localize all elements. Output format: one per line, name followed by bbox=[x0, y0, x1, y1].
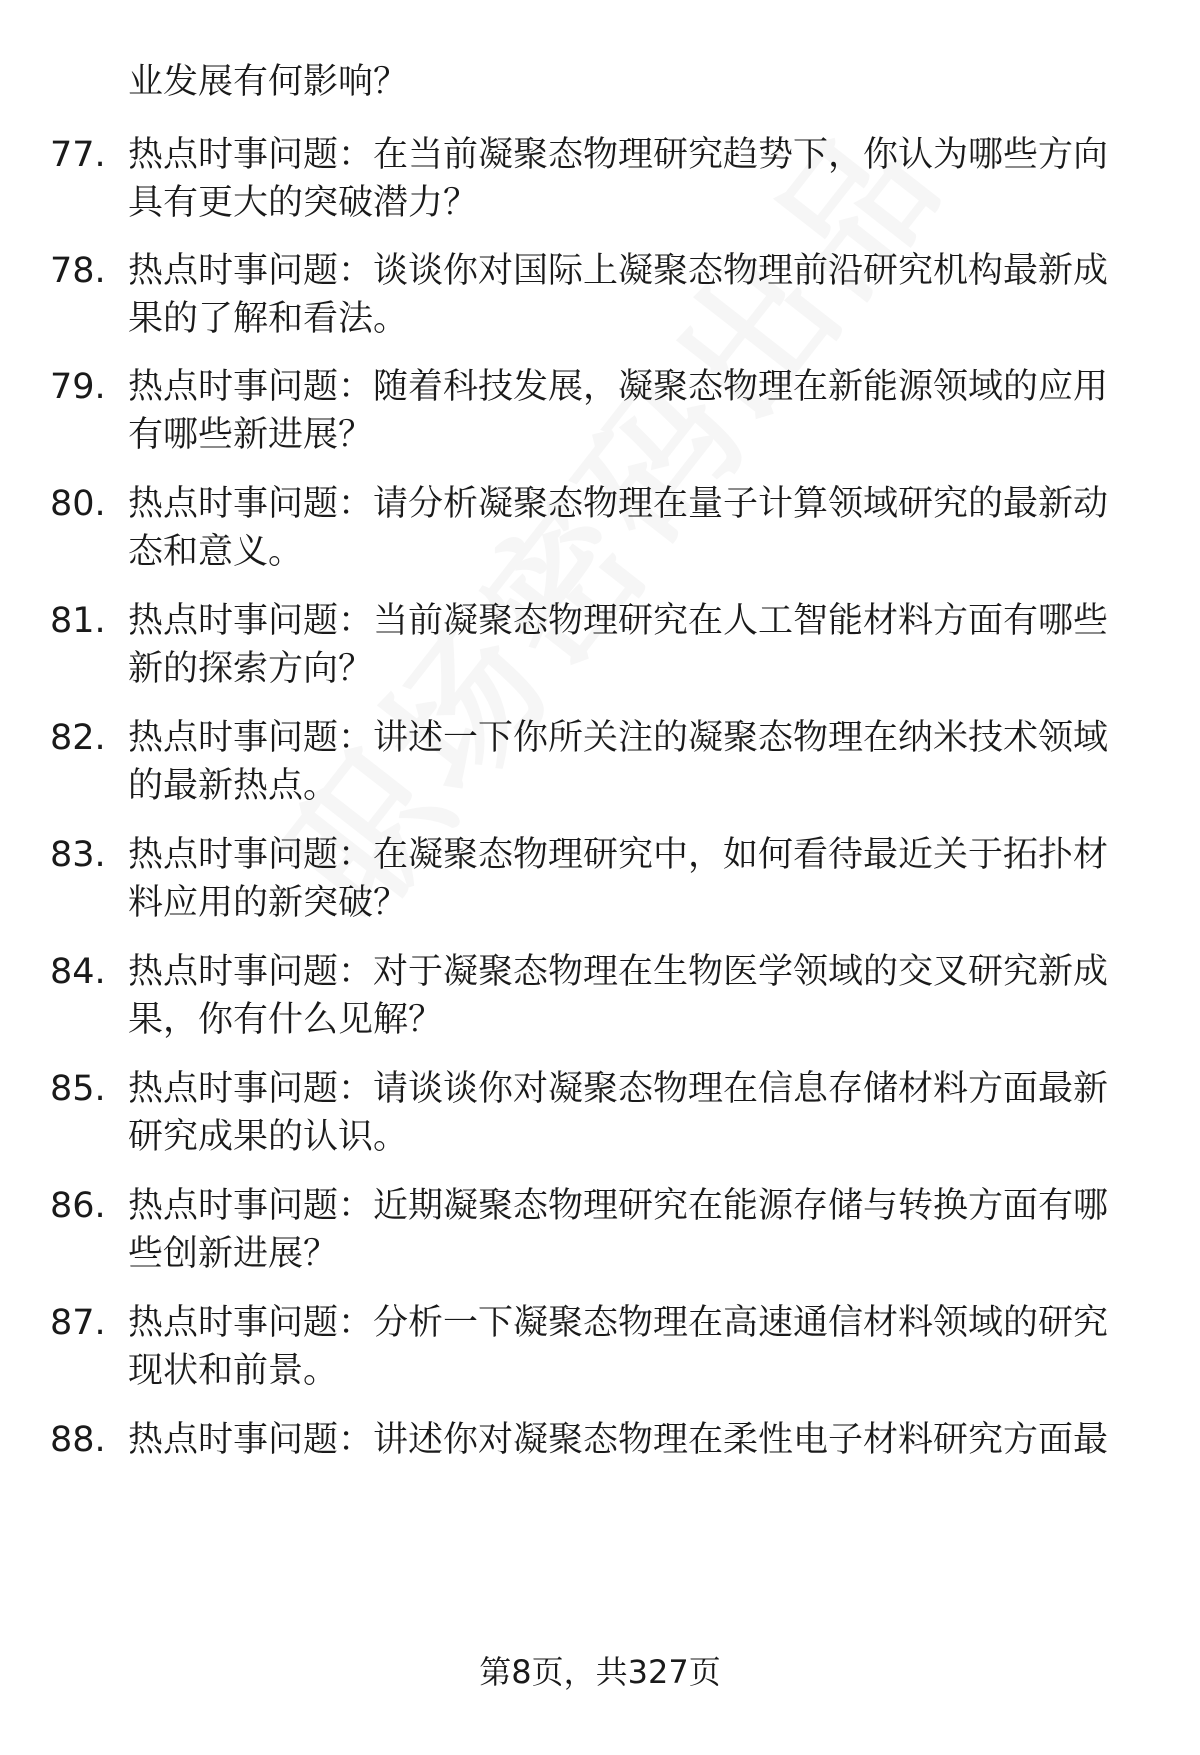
item-number: 88. bbox=[50, 1420, 106, 1460]
item-line: 果的了解和看法。 bbox=[128, 299, 409, 339]
item-number: 82. bbox=[50, 718, 106, 758]
item-line: 现状和前景。 bbox=[128, 1351, 339, 1391]
item-text bbox=[128, 247, 1138, 343]
item-line: 具有更大的突破潜力？ bbox=[128, 183, 479, 223]
item-text bbox=[128, 1182, 1138, 1278]
item-text bbox=[128, 480, 1138, 576]
item-line: 热点时事问题：分析一下凝聚态物理在高速通信材料领域的研究 bbox=[128, 1303, 1109, 1343]
item-line: 态和意义。 bbox=[128, 532, 304, 572]
item-line: 热点时事问题：请分析凝聚态物理在量子计算领域研究的最新动 bbox=[128, 484, 1109, 524]
item-text bbox=[128, 948, 1138, 1044]
item-number: 81. bbox=[50, 601, 106, 641]
item-number: 77. bbox=[50, 135, 106, 175]
item-number: 85. bbox=[50, 1069, 106, 1109]
item-line: 热点时事问题：讲述你对凝聚态物理在柔性电子材料研究方面最 bbox=[128, 1420, 1109, 1460]
item-line: 热点时事问题：在凝聚态物理研究中，如何看待最近关于拓扑材 bbox=[128, 835, 1109, 875]
item-text bbox=[128, 597, 1138, 693]
item-text bbox=[128, 1299, 1138, 1395]
item-text bbox=[128, 714, 1138, 810]
item-line: 热点时事问题：随着科技发展，凝聚态物理在新能源领域的应用 bbox=[128, 367, 1109, 407]
item-number: 87. bbox=[50, 1303, 106, 1343]
item-line: 热点时事问题：谈谈你对国际上凝聚态物理前沿研究机构最新成 bbox=[128, 251, 1109, 291]
item-line: 热点时事问题：当前凝聚态物理研究在人工智能材料方面有哪些 bbox=[128, 601, 1109, 641]
item-line: 的最新热点。 bbox=[128, 766, 339, 806]
item-line: 研究成果的认识。 bbox=[128, 1117, 409, 1157]
item-text bbox=[128, 1416, 1138, 1464]
continuation-text: 业发展有何影响？ bbox=[128, 62, 409, 102]
item-line: 热点时事问题：讲述一下你所关注的凝聚态物理在纳米技术领域 bbox=[128, 718, 1109, 758]
item-line: 热点时事问题：在当前凝聚态物理研究趋势下，你认为哪些方向 bbox=[128, 135, 1109, 175]
item-line: 料应用的新突破？ bbox=[128, 883, 409, 923]
item-text bbox=[128, 831, 1138, 927]
page-footer: 第8页，共327页 bbox=[479, 1653, 721, 1691]
item-line: 热点时事问题：请谈谈你对凝聚态物理在信息存储材料方面最新 bbox=[128, 1069, 1109, 1109]
item-line: 热点时事问题：近期凝聚态物理研究在能源存储与转换方面有哪 bbox=[128, 1186, 1109, 1226]
item-line: 有哪些新进展？ bbox=[128, 415, 374, 455]
item-number: 86. bbox=[50, 1186, 106, 1226]
item-text bbox=[128, 1065, 1138, 1161]
item-line: 果，你有什么见解？ bbox=[128, 1000, 444, 1040]
item-text bbox=[128, 363, 1138, 459]
item-text bbox=[128, 131, 1138, 227]
item-line: 热点时事问题：对于凝聚态物理在生物医学领域的交叉研究新成 bbox=[128, 952, 1109, 992]
item-number: 78. bbox=[50, 251, 106, 291]
item-number: 79. bbox=[50, 367, 106, 407]
item-number: 84. bbox=[50, 952, 106, 992]
item-line: 些创新进展？ bbox=[128, 1234, 339, 1274]
item-line: 新的探索方向？ bbox=[128, 649, 374, 689]
item-number: 83. bbox=[50, 835, 106, 875]
item-number: 80. bbox=[50, 484, 106, 524]
